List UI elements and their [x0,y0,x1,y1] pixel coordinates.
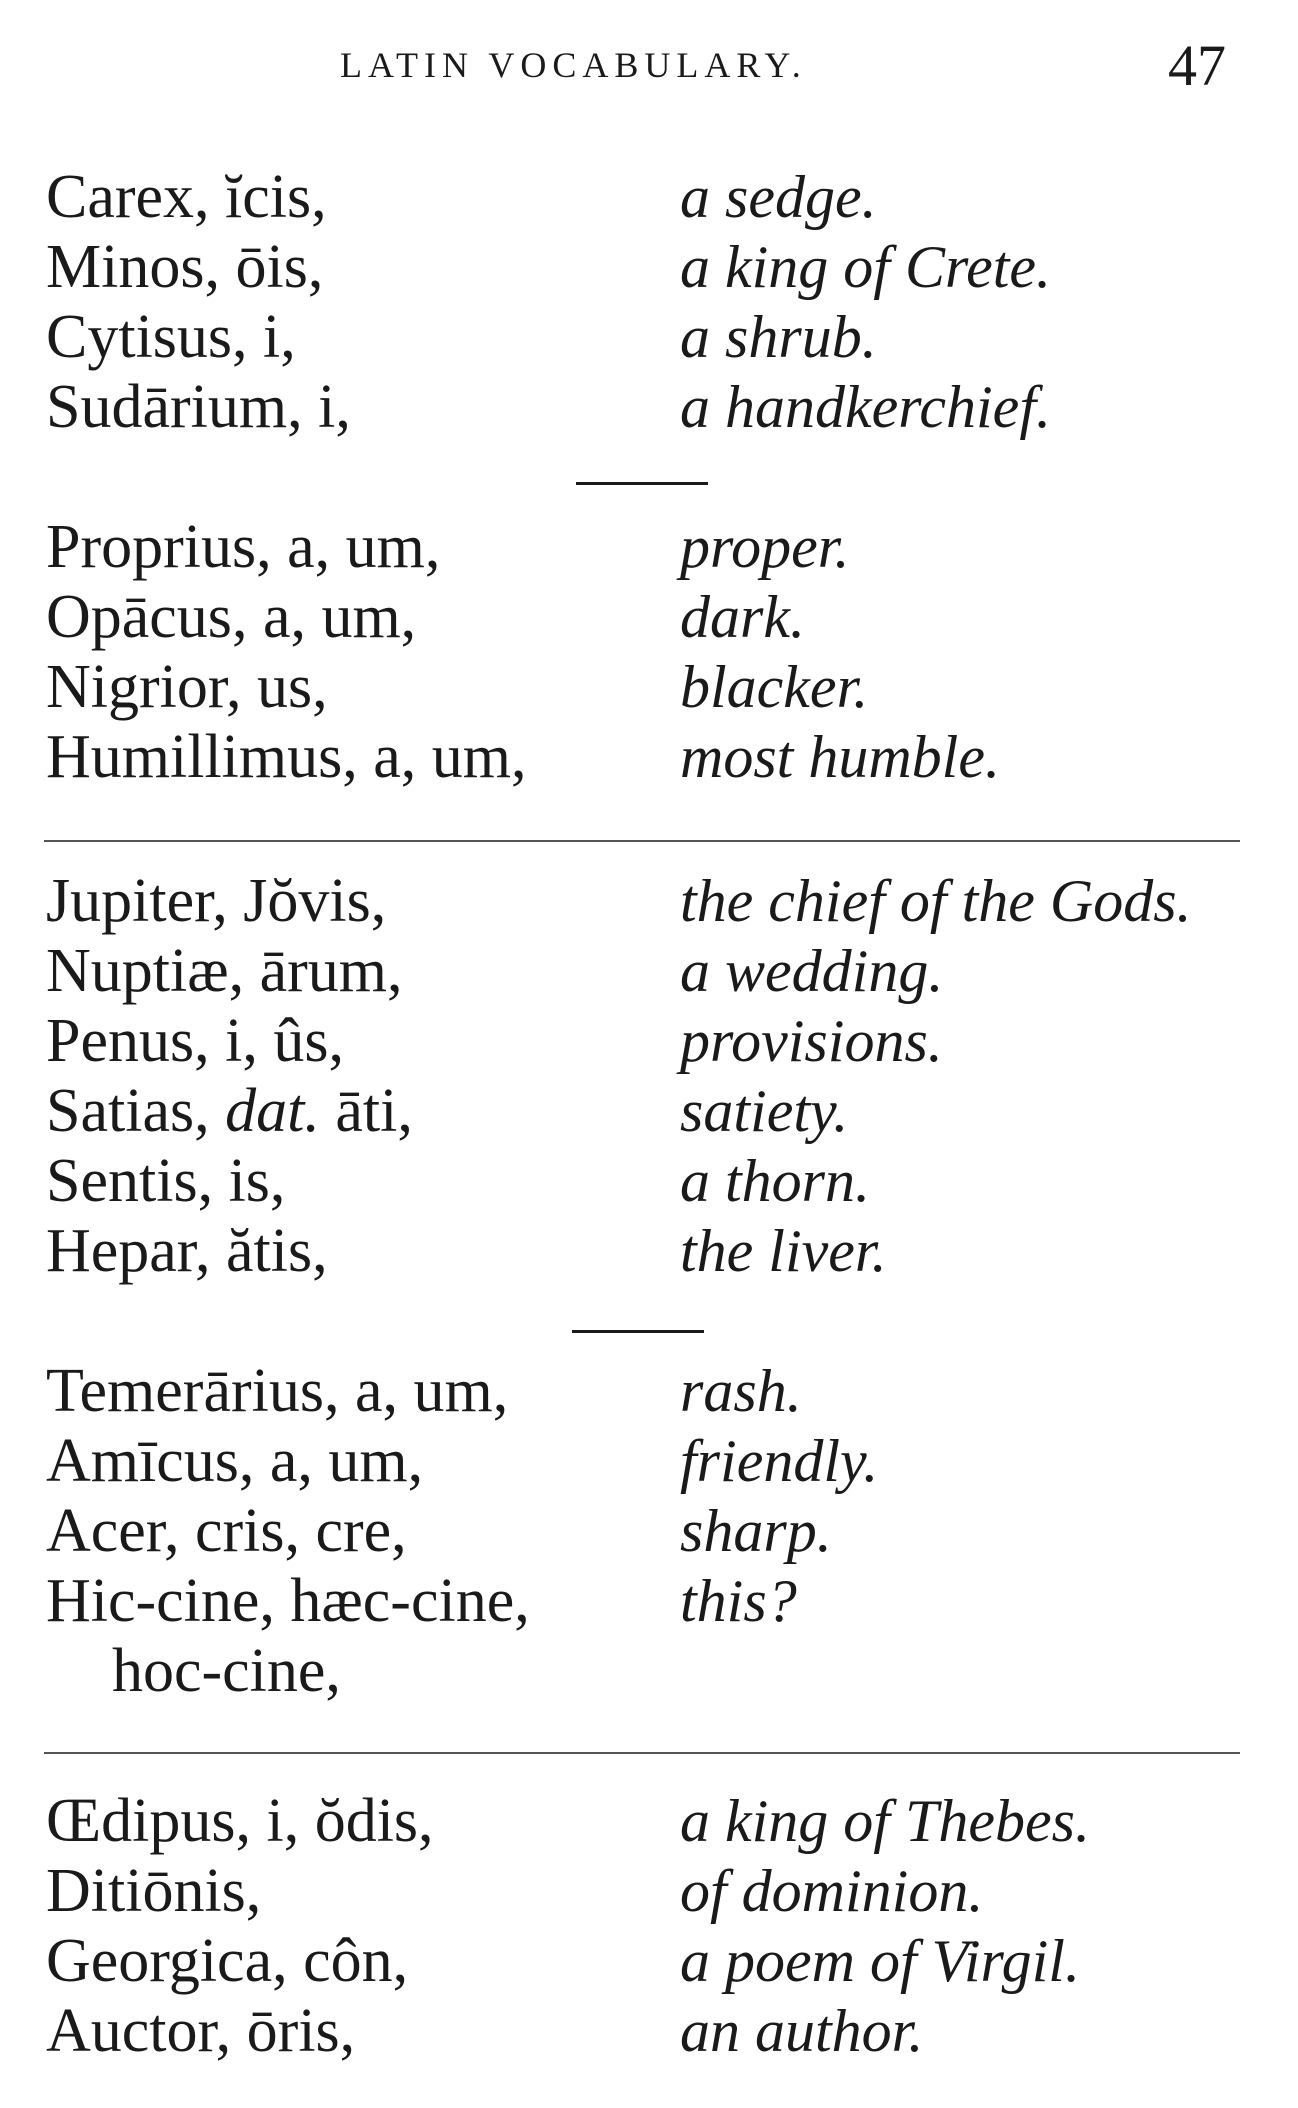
vocab-entry [0,512,1298,582]
section-dash [576,482,708,485]
vocab-entry [0,1076,1298,1146]
english-meaning: a wedding. [680,938,944,1004]
vocab-entry [0,1146,1298,1216]
vocab-entry [0,652,1298,722]
latin-term: Ditiōnis, [46,1857,262,1925]
latin-term: Sentis, is, [46,1147,286,1215]
latin-term-part: āti, [319,1077,413,1145]
english-meaning: a poem of Virgil. [680,1928,1080,1994]
english-meaning: a handkerchief. [680,374,1051,440]
english-meaning: a king of Crete. [680,234,1052,300]
vocab-entry [0,302,1298,372]
latin-term: Proprius, a, um, [46,513,441,581]
latin-term: Humillimus, a, um, [46,723,527,791]
latin-term-part: Satias, [46,1077,226,1145]
latin-term: Amīcus, a, um, [46,1427,424,1495]
section-rule [44,1752,1240,1754]
vocab-entry [0,1786,1298,1856]
english-meaning: an author. [680,1998,924,2064]
latin-term: Sudārium, i, [46,373,351,441]
english-meaning: provisions. [680,1008,943,1074]
vocab-entry [0,722,1298,792]
vocab-entry [0,1926,1298,1996]
english-meaning: the liver. [680,1218,887,1284]
vocab-entry [0,232,1298,302]
latin-term: Acer, cris, cre, [46,1497,407,1565]
latin-term: Œdipus, i, ŏdis, [46,1787,434,1855]
vocab-entry [0,1006,1298,1076]
english-meaning: friendly. [680,1428,879,1494]
latin-term [46,1076,413,1146]
latin-term: Nigrior, us, [46,653,328,721]
latin-term: Hepar, ătis, [46,1217,328,1285]
page-title: LATIN VOCABULARY. [340,45,807,85]
latin-term: Nuptiæ, ārum, [46,937,403,1005]
vocab-entry [0,1996,1298,2066]
english-meaning: rash. [680,1358,802,1424]
latin-term: Hic-cine, hæc-cine, [46,1567,530,1635]
english-meaning: most humble. [680,724,1000,790]
latin-term: Georgica, côn, [46,1927,409,1995]
latin-term: Auctor, ōris, [46,1997,356,2065]
vocab-entry [0,1856,1298,1926]
grammar-abbreviation: dat. [225,1077,320,1145]
english-meaning: blacker. [680,654,869,720]
vocab-entry [0,162,1298,232]
vocab-entry [0,1426,1298,1496]
english-meaning: dark. [680,584,805,650]
english-meaning: a thorn. [680,1148,871,1214]
vocab-entry [0,582,1298,652]
section-rule [44,840,1240,842]
latin-term: Temerārius, a, um, [46,1357,509,1425]
latin-term: Jupiter, Jŏvis, [46,867,387,935]
vocab-entry [0,866,1298,936]
english-meaning: a shrub. [680,304,877,370]
english-meaning: this? [680,1568,797,1634]
english-meaning: a sedge. [680,164,877,230]
english-meaning: of dominion. [680,1858,984,1924]
latin-term: Opācus, a, um, [46,583,417,651]
vocab-entry [0,1356,1298,1426]
vocab-entry [0,1566,1298,1705]
english-meaning: satiety. [680,1078,849,1144]
english-meaning: sharp. [680,1498,832,1564]
vocab-entry [0,1216,1298,1286]
page-number: 47 [1168,33,1226,98]
vocab-entry [0,936,1298,1006]
latin-term: Minos, ōis, [46,233,324,301]
latin-term: Penus, i, ûs, [46,1007,344,1075]
vocab-entry [0,1496,1298,1566]
english-meaning: a king of Thebes. [680,1788,1090,1854]
english-meaning: the chief of the Gods. [680,868,1192,934]
latin-term-continuation: hoc-cine, [112,1637,341,1705]
running-head [0,33,1298,100]
section-dash [572,1330,704,1333]
latin-term: Cytisus, i, [46,303,296,371]
latin-term: Carex, ĭcis, [46,163,327,231]
english-meaning: proper. [680,514,850,580]
vocab-entry [0,372,1298,442]
